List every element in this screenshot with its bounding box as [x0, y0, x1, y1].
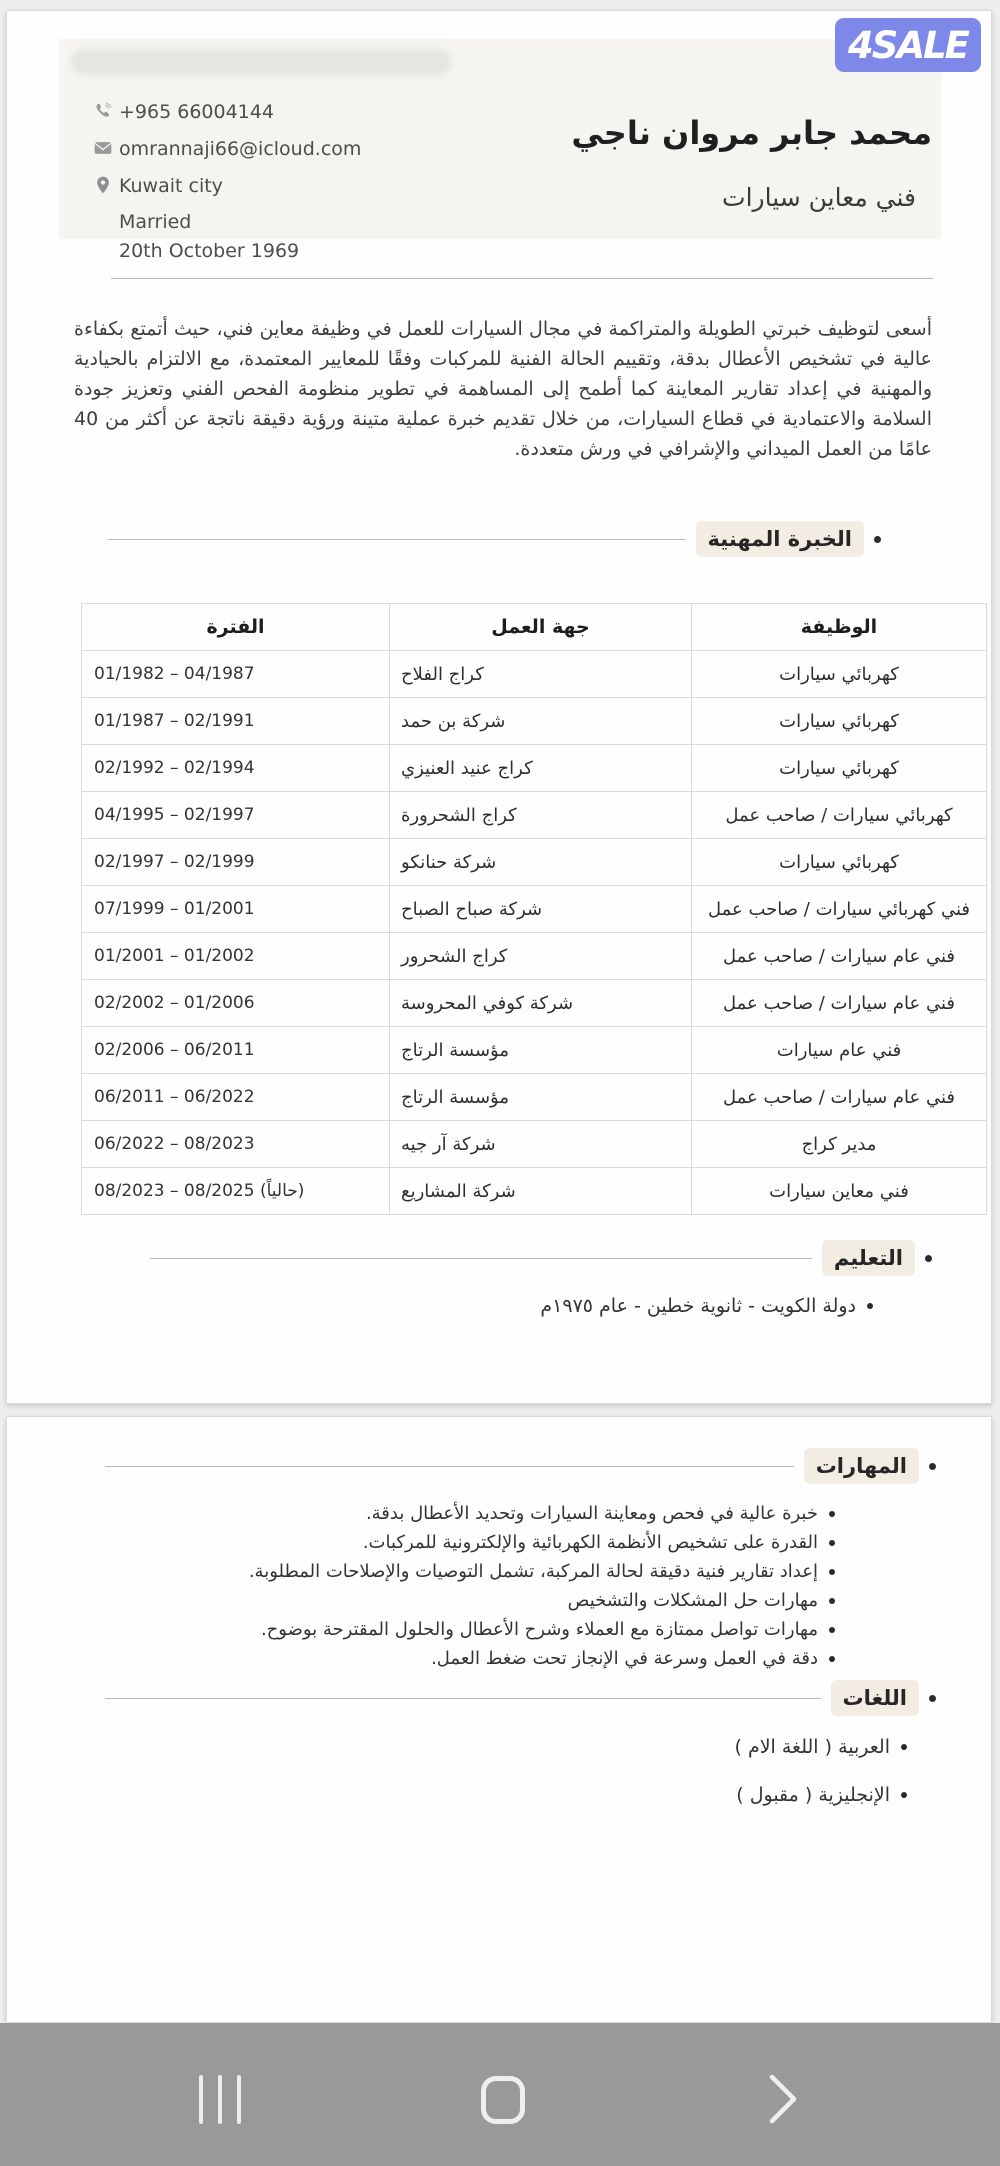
list-item — [249, 1499, 835, 1528]
contact-marital-row — [119, 210, 191, 234]
position-cell: كهربائي سيارات — [692, 745, 987, 792]
position-cell: فني كهربائي سيارات / صاحب عمل — [692, 886, 987, 933]
column-header-position: الوظيفة — [692, 604, 987, 651]
skills-list — [249, 1499, 835, 1673]
experience-title: الخبرة المهنية — [696, 521, 864, 557]
heading-rule — [108, 539, 686, 540]
4sale-logo-text: 4SALE — [848, 23, 968, 67]
section-heading-experience — [108, 520, 881, 558]
employer-cell: كراج عنيد العنيزي — [390, 745, 692, 792]
employer-cell: شركة صباح الصباح — [390, 886, 692, 933]
recents-bar — [237, 2075, 241, 2124]
position-cell: كهربائي سيارات — [692, 839, 987, 886]
position-cell: كهربائي سيارات — [692, 698, 987, 745]
table-row — [82, 792, 987, 839]
experience-table — [81, 603, 987, 1215]
employer-cell: شركة حنانكو — [390, 839, 692, 886]
contact-location-row — [119, 174, 223, 198]
education-list — [540, 1291, 873, 1321]
column-header-employer: جهة العمل — [390, 604, 692, 651]
recents-bar — [199, 2075, 203, 2124]
languages-title: اللغات — [831, 1680, 920, 1716]
bullet-icon — [929, 1695, 936, 1702]
list-item — [249, 1615, 835, 1644]
list-item — [735, 1771, 908, 1819]
contact-email-row — [119, 137, 361, 161]
bullet-icon — [829, 1540, 835, 1546]
period-cell: 02/2006 – 06/2011 — [82, 1027, 390, 1074]
skill-item: القدرة على تشخيص الأنظمة الكهربائية والإلكترونية للمركبات. — [362, 1532, 818, 1553]
position-cell: فني عام سيارات — [692, 1027, 987, 1074]
list-item — [249, 1586, 835, 1615]
recents-bar — [218, 2075, 222, 2124]
section-heading-skills — [105, 1447, 936, 1485]
employer-cell: كراج الشحرور — [390, 933, 692, 980]
employer-cell: مؤسسة الرتاج — [390, 1027, 692, 1074]
skill-item: مهارات تواصل ممتازة مع العملاء وشرح الأعطال والحلول المقترحة بوضوح. — [260, 1619, 818, 1640]
period-cell: 02/1997 – 02/1999 — [82, 839, 390, 886]
section-heading-education — [150, 1239, 932, 1277]
resume-page-1 — [6, 10, 992, 1404]
table-row — [82, 651, 987, 698]
table-row — [82, 839, 987, 886]
table-header-row — [82, 604, 987, 651]
employer-cell: شركة بن حمد — [390, 698, 692, 745]
bullet-icon — [925, 1255, 932, 1262]
position-cell: مدير كراج — [692, 1121, 987, 1168]
period-cell: 01/2001 – 01/2002 — [82, 933, 390, 980]
table-row — [82, 1027, 987, 1074]
table-row — [82, 1121, 987, 1168]
employer-cell: شركة آر جيه — [390, 1121, 692, 1168]
table-row — [82, 886, 987, 933]
table-row — [82, 698, 987, 745]
table-row — [82, 980, 987, 1027]
position-cell: كهربائي سيارات / صاحب عمل — [692, 792, 987, 839]
period-cell: 06/2011 – 06/2022 — [82, 1074, 390, 1121]
period-cell: 06/2022 – 08/2023 — [82, 1121, 390, 1168]
period-cell: 01/1987 – 02/1991 — [82, 698, 390, 745]
employer-cell: كراج الشحرورة — [390, 792, 692, 839]
contact-birthdate-row — [119, 239, 299, 263]
resume-page-2 — [6, 1416, 992, 2023]
position-cell: كهربائي سيارات — [692, 651, 987, 698]
employer-cell: مؤسسة الرتاج — [390, 1074, 692, 1121]
period-cell: 08/2023 – 08/2025 (حالياً) — [82, 1168, 390, 1215]
position-cell: فني عام سيارات / صاحب عمل — [692, 933, 987, 980]
period-cell: 02/2002 – 01/2006 — [82, 980, 390, 1027]
table-row — [82, 1074, 987, 1121]
summary-paragraph: أسعى لتوظيف خبرتي الطويلة والمتراكمة في مجال السيارات للعمل في وظيفة معاين فني، حيث أتمتع بكفاءة عالية في تشخيص الأعطال بدقة، وتقييم الحالة الفنية للمركبات وفقًا للمعايير المعتمدة، مع الالتزام بالحيادية والمهنية في إعداد تقارير المعاينة كما أطمح إلى المساهمة في تطوير منظومة الفحص الفني وتعزيز جودة السلامة والاعتمادية في قطاع السيارات، من خلال تقديم خبرة عملية متينة ورؤية دقيقة ناتجة عن أكثر من 40 عامًا من العمل الميداني والإشرافي في ورش متعددة. — [74, 318, 932, 460]
column-header-period: الفترة — [82, 604, 390, 651]
employer-cell: شركة كوفي المحروسة — [390, 980, 692, 1027]
recent-apps-icon[interactable] — [199, 2075, 241, 2124]
heading-rule — [150, 1258, 812, 1259]
position-cell: فني عام سيارات / صاحب عمل — [692, 1074, 987, 1121]
employer-cell: شركة المشاريع — [390, 1168, 692, 1215]
skill-item: دقة في العمل وسرعة في الإنجاز تحت ضغط العمل. — [431, 1648, 818, 1669]
home-icon[interactable] — [481, 2076, 525, 2124]
bullet-icon — [901, 1744, 907, 1750]
phone-number: +965 66004144 — [119, 101, 274, 123]
bullet-icon — [874, 536, 881, 543]
period-cell: 04/1995 – 02/1997 — [82, 792, 390, 839]
back-icon[interactable] — [766, 2073, 800, 2129]
bullet-icon — [929, 1463, 936, 1470]
section-heading-languages — [105, 1679, 936, 1717]
date-of-birth: 20th October 1969 — [119, 240, 300, 262]
heading-rule — [105, 1698, 821, 1699]
city: Kuwait city — [119, 175, 223, 197]
person-job-title: فني معاين سيارات — [722, 183, 916, 212]
period-cell: 07/1999 – 01/2001 — [82, 886, 390, 933]
header-divider — [111, 278, 933, 279]
language-item: العربية ( اللغة الام ) — [734, 1736, 890, 1758]
bullet-icon — [829, 1511, 835, 1517]
table-row — [82, 933, 987, 980]
heading-rule — [105, 1466, 794, 1467]
table-row — [82, 745, 987, 792]
person-name: محمد جابر مروان ناجي — [571, 114, 932, 152]
period-cell: 01/1982 – 04/1987 — [82, 651, 390, 698]
position-cell: فني معاين سيارات — [692, 1168, 987, 1215]
education-title: التعليم — [822, 1240, 915, 1276]
education-item: دولة الكويت - ثانوية خطين - عام ١٩٧٥م — [540, 1295, 856, 1317]
4sale-logo — [835, 18, 981, 72]
position-cell: فني عام سيارات / صاحب عمل — [692, 980, 987, 1027]
period-cell: 02/1992 – 02/1994 — [82, 745, 390, 792]
bullet-icon — [901, 1792, 907, 1798]
envelope-icon — [93, 138, 113, 158]
android-navigation-bar — [0, 2023, 1000, 2166]
list-item — [249, 1644, 835, 1673]
language-item: الإنجليزية ( مقبول ) — [736, 1784, 890, 1806]
marital-status: Married — [119, 211, 192, 233]
phone-icon — [93, 101, 113, 121]
list-item — [249, 1528, 835, 1557]
faded-watermark — [71, 49, 451, 75]
list-item — [249, 1557, 835, 1586]
table-row — [82, 1168, 987, 1215]
list-item — [540, 1291, 873, 1321]
bullet-icon — [867, 1303, 873, 1309]
map-pin-icon — [93, 175, 113, 195]
bullet-icon — [829, 1656, 835, 1662]
bullet-icon — [829, 1627, 835, 1633]
email-address: omrannaji66@icloud.com — [119, 138, 362, 160]
list-item — [735, 1723, 908, 1771]
bullet-icon — [829, 1598, 835, 1604]
bullet-icon — [829, 1569, 835, 1575]
languages-list — [735, 1723, 908, 1819]
skill-item: مهارات حل المشكلات والتشخيص — [567, 1590, 818, 1611]
skill-item: إعداد تقارير فنية دقيقة لحالة المركبة، تشمل التوصيات والإصلاحات المطلوبة. — [248, 1561, 818, 1582]
skill-item: خبرة عالية في فحص ومعاينة السيارات وتحديد الأعطال بدقة. — [365, 1503, 818, 1524]
skills-title: المهارات — [804, 1448, 919, 1484]
contact-phone-row — [119, 100, 274, 124]
employer-cell: كراج الفلاح — [390, 651, 692, 698]
